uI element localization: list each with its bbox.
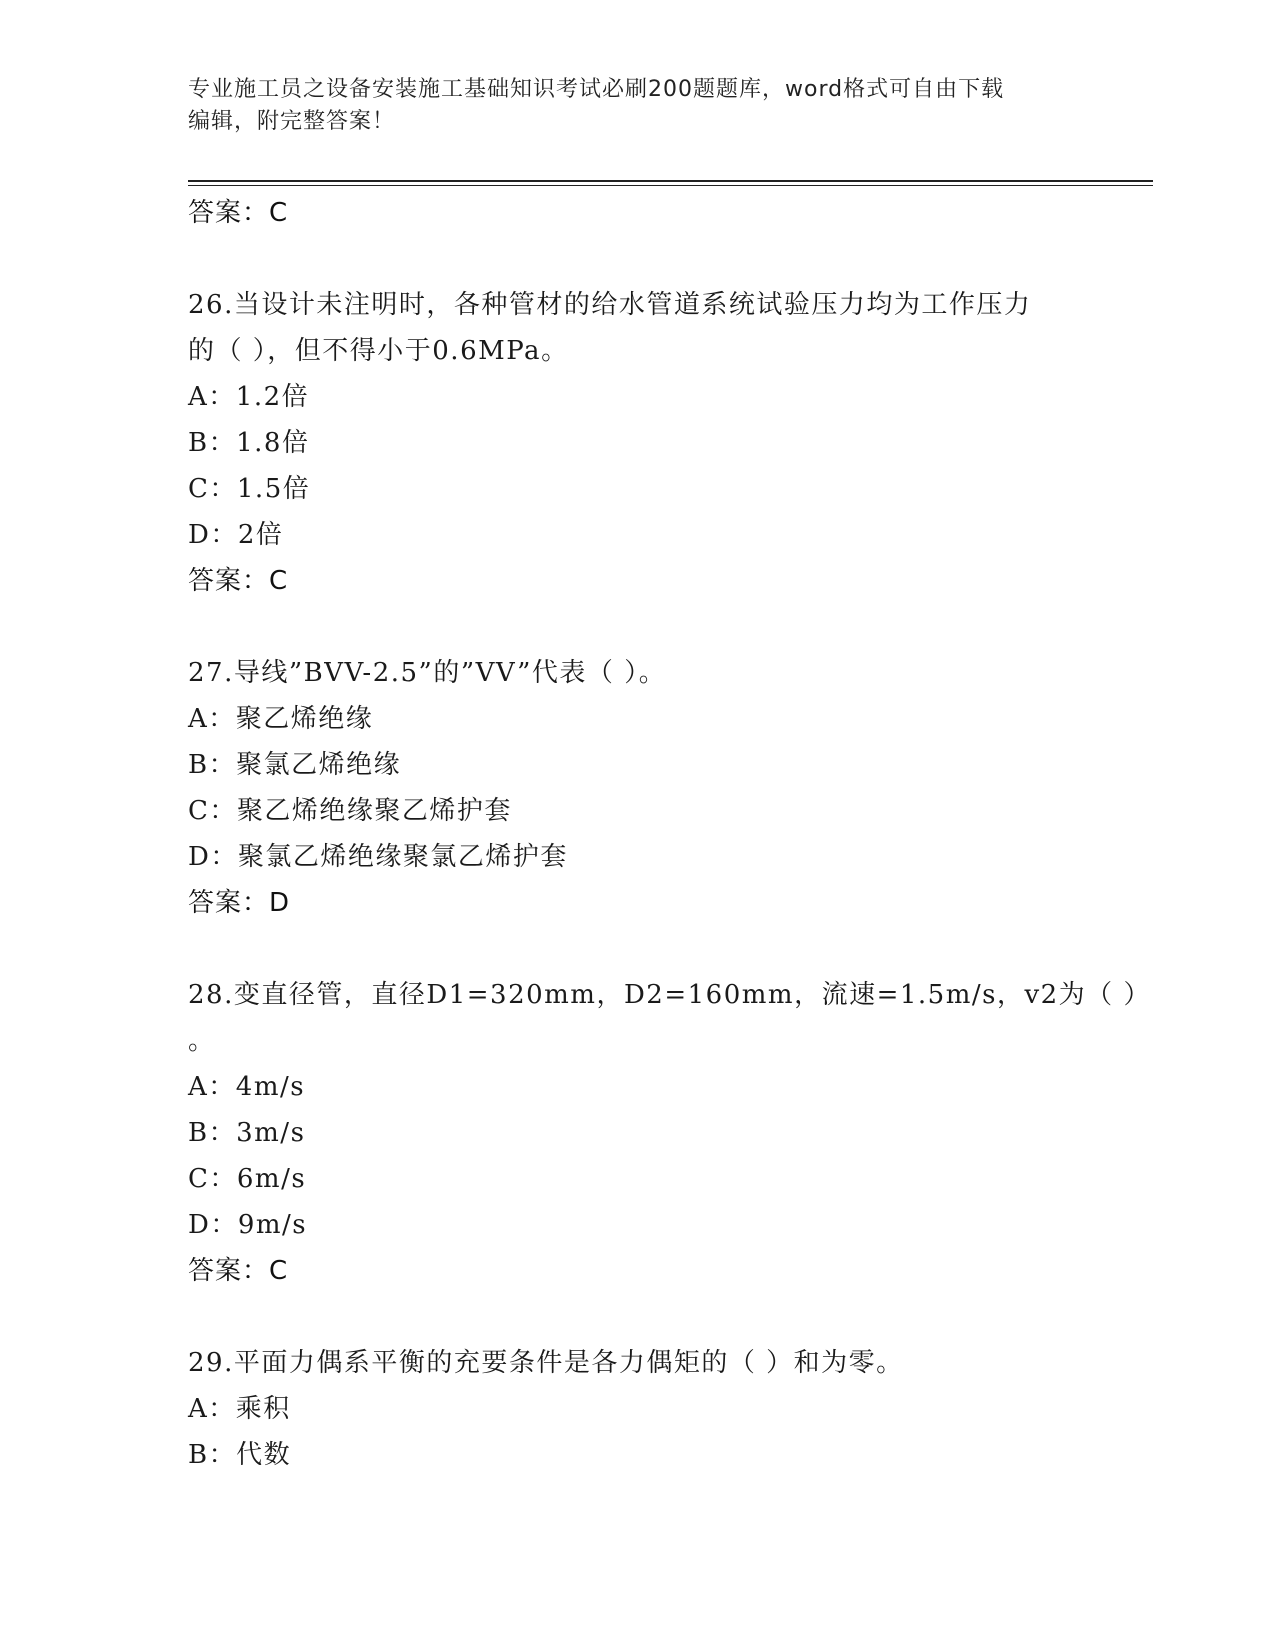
option-c: C：6m/s xyxy=(188,1164,307,1194)
questions-content xyxy=(188,190,1151,1478)
option-a: A：乘积 xyxy=(188,1394,291,1424)
answer-line: 答案：C xyxy=(188,566,289,596)
header-rule-thick xyxy=(188,180,1153,182)
question-28 xyxy=(188,972,1151,1294)
option-b: B：3m/s xyxy=(188,1118,306,1148)
option-c: C：聚乙烯绝缘聚乙烯护套 xyxy=(188,796,512,826)
answer-line: 答案：C xyxy=(188,1256,289,1286)
option-d: D：9m/s xyxy=(188,1210,308,1240)
spacer xyxy=(188,236,1088,282)
option-b: B：聚氯乙烯绝缘 xyxy=(188,750,402,780)
header-rule-thin xyxy=(188,185,1153,186)
spacer xyxy=(188,604,1088,650)
option-a: A：聚乙烯绝缘 xyxy=(188,704,374,734)
question-29 xyxy=(188,1340,1088,1478)
answer-line: 答案：D xyxy=(188,888,291,918)
spacer xyxy=(188,1294,1088,1340)
option-a: A：4m/s xyxy=(188,1072,306,1102)
option-c: C：1.5倍 xyxy=(188,474,311,504)
option-d: D：2倍 xyxy=(188,520,284,550)
question-stem-line: 27.导线”BVV-2.5”的”VV”代表（ ）。 xyxy=(188,658,667,688)
question-stem-line: 28.变直径管，直径D1=320mm，D2=160mm，流速=1.5m/s，v2为（ ） xyxy=(188,980,1151,1010)
option-b: B：1.8倍 xyxy=(188,428,310,458)
question-stem-line: 的（ ），但不得小于0.6MPa。 xyxy=(188,336,569,366)
option-b: B：代数 xyxy=(188,1440,292,1470)
document-header xyxy=(188,74,1088,138)
question-stem-line: 。 xyxy=(188,1026,216,1056)
question-stem-line: 26.当设计未注明时，各种管材的给水管道系统试验压力均为工作压力 xyxy=(188,290,1032,320)
option-d: D：聚氯乙烯绝缘聚氯乙烯护套 xyxy=(188,842,568,872)
question-27 xyxy=(188,650,1088,926)
spacer xyxy=(188,926,1088,972)
question-26 xyxy=(188,282,1088,604)
previous-answer: 答案：C xyxy=(188,198,289,228)
header-line-2: 编辑，附完整答案！ xyxy=(188,109,396,134)
option-a: A：1.2倍 xyxy=(188,382,310,412)
question-stem-line: 29.平面力偶系平衡的充要条件是各力偶矩的（ ）和为零。 xyxy=(188,1348,904,1378)
header-line-1: 专业施工员之设备安装施工基础知识考试必刷200题题库，word格式可自由下载 xyxy=(188,77,1005,102)
